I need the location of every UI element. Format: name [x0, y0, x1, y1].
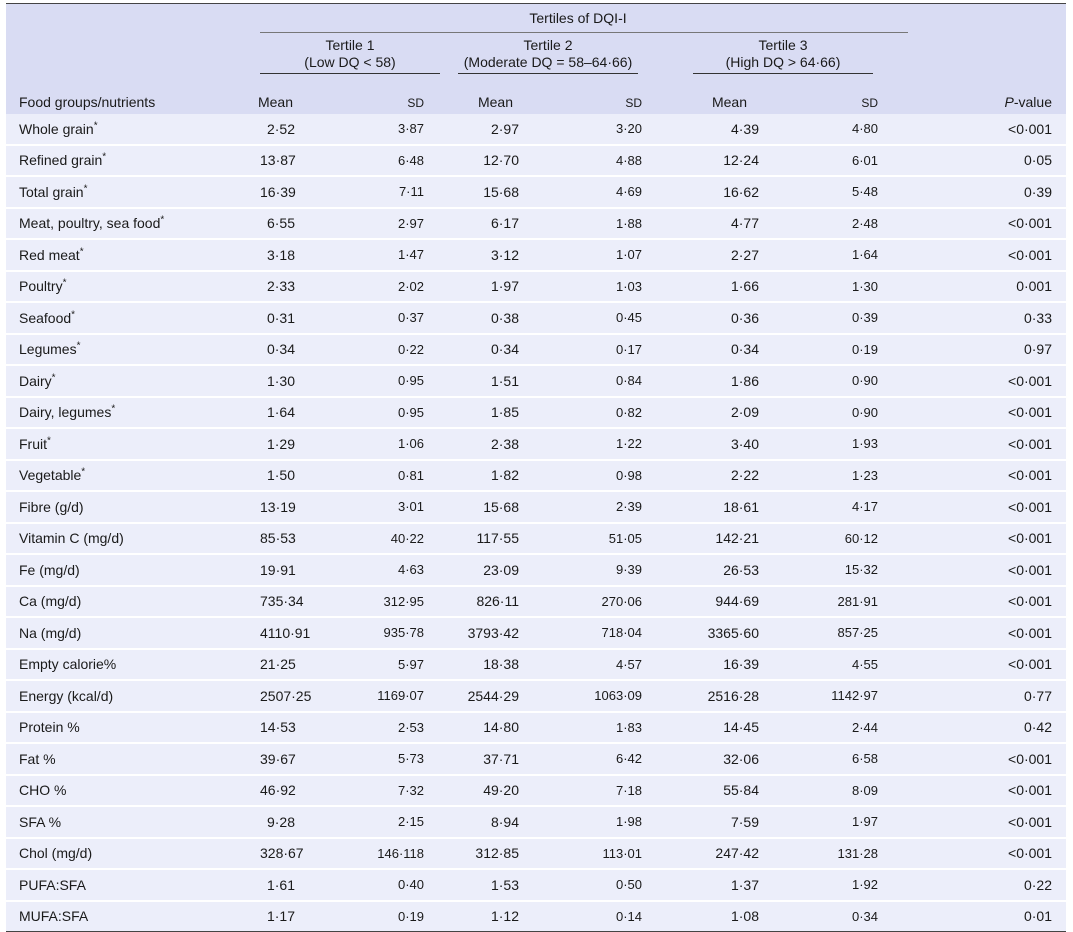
p-value-cell: 0·39: [908, 176, 1066, 208]
p-value-header: P-value: [908, 85, 1066, 114]
sd-cell: 131·28: [783, 838, 908, 870]
row-label: Red meat*: [6, 239, 248, 271]
sd-cell: 0·95: [343, 365, 438, 397]
sd-cell: 718·04: [553, 617, 658, 649]
sd-cell: 2·15: [343, 806, 438, 838]
mean-cell: 37·71: [438, 743, 553, 775]
p-value-cell: 0·05: [908, 145, 1066, 177]
sd-cell: 0·19: [343, 901, 438, 932]
mean-cell: 16·39: [248, 176, 343, 208]
sd-cell: 5·48: [783, 176, 908, 208]
sd-cell: 6·42: [553, 743, 658, 775]
p-value-cell: 0·42: [908, 712, 1066, 744]
sd-cell: 6·48: [343, 145, 438, 177]
mean-cell: 4·39: [658, 114, 783, 145]
sd-cell: 1169·07: [343, 680, 438, 712]
table-row: [6, 176, 1066, 208]
table-header: [6, 4, 1066, 115]
p-value-cell: <0·001: [908, 365, 1066, 397]
p-value-cell: <0·001: [908, 838, 1066, 870]
mean-cell: 735·34: [248, 586, 343, 618]
table-row: [6, 334, 1066, 366]
mean-cell: 16·62: [658, 176, 783, 208]
p-value-cell: <0·001: [908, 114, 1066, 145]
footnote-marker: *: [93, 120, 98, 132]
table-row: [6, 649, 1066, 681]
footnote-marker: *: [51, 372, 56, 384]
mean-cell: 0·31: [248, 302, 343, 334]
table-row: [6, 554, 1066, 586]
mean-cell: 247·42: [658, 838, 783, 870]
table-row: [6, 460, 1066, 492]
table-row: [6, 145, 1066, 177]
row-label: Fat %: [6, 743, 248, 775]
sd-cell: 0·22: [343, 334, 438, 366]
table-row: [6, 617, 1066, 649]
row-label: Refined grain*: [6, 145, 248, 177]
p-value-cell: 0·01: [908, 901, 1066, 932]
sd-cell: 1·98: [553, 806, 658, 838]
mean-header-2: Mean: [438, 85, 553, 114]
sd-cell: 5·97: [343, 649, 438, 681]
tertile-3-range: (High DQ > 64·66): [725, 54, 841, 70]
sd-cell: 1·83: [553, 712, 658, 744]
tertile-2-header: [438, 33, 658, 85]
table-row: [6, 114, 1066, 145]
row-label: Whole grain*: [6, 114, 248, 145]
row-label: Seafood*: [6, 302, 248, 334]
mean-cell: 18·61: [658, 491, 783, 523]
mean-cell: 0·36: [658, 302, 783, 334]
mean-cell: 1·53: [438, 869, 553, 901]
mean-cell: 55·84: [658, 775, 783, 807]
sd-cell: 4·69: [553, 176, 658, 208]
footnote-marker: *: [76, 340, 81, 352]
dqi-tertiles-table: [6, 3, 1066, 932]
tertile-3-name: Tertile 3: [758, 37, 808, 53]
mean-cell: 312·85: [438, 838, 553, 870]
p-value-cell: <0·001: [908, 617, 1066, 649]
row-label: Vitamin C (mg/d): [6, 523, 248, 555]
group-title: Tertiles of DQI-I: [529, 9, 627, 26]
sd-cell: 0·34: [783, 901, 908, 932]
sd-cell: 4·80: [783, 114, 908, 145]
mean-cell: 1·64: [248, 397, 343, 429]
sd-cell: 857·25: [783, 617, 908, 649]
mean-cell: 14·53: [248, 712, 343, 744]
mean-cell: 21·25: [248, 649, 343, 681]
sd-cell: 40·22: [343, 523, 438, 555]
mean-cell: 0·34: [658, 334, 783, 366]
footnote-marker: *: [102, 151, 107, 163]
table-row: [6, 428, 1066, 460]
sd-header-3: SD: [783, 85, 908, 114]
mean-cell: 1·85: [438, 397, 553, 429]
mean-cell: 13·19: [248, 491, 343, 523]
p-value-cell: 0·001: [908, 271, 1066, 303]
footnote-marker: *: [79, 246, 84, 258]
sd-cell: 4·17: [783, 491, 908, 523]
sd-cell: 3·01: [343, 491, 438, 523]
sd-cell: 1·64: [783, 239, 908, 271]
p-value-cell: <0·001: [908, 586, 1066, 618]
p-value-cell: <0·001: [908, 491, 1066, 523]
row-label: Legumes*: [6, 334, 248, 366]
sd-cell: 2·02: [343, 271, 438, 303]
sd-cell: 4·55: [783, 649, 908, 681]
mean-cell: 0·38: [438, 302, 553, 334]
row-label: Chol (mg/d): [6, 838, 248, 870]
mean-cell: 14·45: [658, 712, 783, 744]
mean-cell: 19·91: [248, 554, 343, 586]
mean-cell: 3·40: [658, 428, 783, 460]
p-value-cell: <0·001: [908, 208, 1066, 240]
mean-cell: 1·08: [658, 901, 783, 932]
mean-cell: 1·37: [658, 869, 783, 901]
sd-header-1: SD: [343, 85, 438, 114]
p-value-cell: <0·001: [908, 523, 1066, 555]
sd-cell: 1·22: [553, 428, 658, 460]
table-row: [6, 712, 1066, 744]
sd-cell: 2·97: [343, 208, 438, 240]
sd-cell: 113·01: [553, 838, 658, 870]
p-value-cell: 0·97: [908, 334, 1066, 366]
sd-cell: 9·39: [553, 554, 658, 586]
footnote-marker: *: [111, 403, 116, 415]
mean-cell: 2·52: [248, 114, 343, 145]
footnote-marker: *: [62, 277, 67, 289]
mean-cell: 85·53: [248, 523, 343, 555]
mean-cell: 1·51: [438, 365, 553, 397]
sd-cell: 0·98: [553, 460, 658, 492]
sd-cell: 0·50: [553, 869, 658, 901]
sd-cell: 1063·09: [553, 680, 658, 712]
mean-cell: 3793·42: [438, 617, 553, 649]
sd-cell: 146·118: [343, 838, 438, 870]
mean-cell: 26·53: [658, 554, 783, 586]
sd-cell: 2·44: [783, 712, 908, 744]
sd-cell: 4·57: [553, 649, 658, 681]
mean-cell: 7·59: [658, 806, 783, 838]
sd-cell: 0·37: [343, 302, 438, 334]
row-label: Empty calorie%: [6, 649, 248, 681]
sd-cell: 1·23: [783, 460, 908, 492]
sd-cell: 0·84: [553, 365, 658, 397]
sd-cell: 0·82: [553, 397, 658, 429]
sd-cell: 0·95: [343, 397, 438, 429]
sd-cell: 1·03: [553, 271, 658, 303]
mean-cell: 2·09: [658, 397, 783, 429]
table-row: [6, 523, 1066, 555]
row-label: Fibre (g/d): [6, 491, 248, 523]
mean-cell: 944·69: [658, 586, 783, 618]
mean-cell: 6·55: [248, 208, 343, 240]
mean-cell: 1·17: [248, 901, 343, 932]
mean-cell: 12·24: [658, 145, 783, 177]
table-row: [6, 680, 1066, 712]
sd-cell: 5·73: [343, 743, 438, 775]
sd-cell: 7·32: [343, 775, 438, 807]
mean-cell: 1·86: [658, 365, 783, 397]
sd-cell: 0·40: [343, 869, 438, 901]
table-body: [6, 114, 1066, 932]
sd-cell: 935·78: [343, 617, 438, 649]
row-label: Fe (mg/d): [6, 554, 248, 586]
footnote-marker: *: [71, 309, 76, 321]
p-value-cell: <0·001: [908, 428, 1066, 460]
row-label: Vegetable*: [6, 460, 248, 492]
mean-cell: 0·34: [438, 334, 553, 366]
footnote-marker: *: [83, 183, 88, 195]
p-value-cell: 0·77: [908, 680, 1066, 712]
mean-cell: 1·82: [438, 460, 553, 492]
mean-cell: 46·92: [248, 775, 343, 807]
row-label: PUFA:SFA: [6, 869, 248, 901]
sd-cell: 0·14: [553, 901, 658, 932]
mean-cell: 8·94: [438, 806, 553, 838]
sd-cell: 1·92: [783, 869, 908, 901]
tertile-1-header: [248, 33, 438, 85]
sd-cell: 281·91: [783, 586, 908, 618]
p-value-cell: <0·001: [908, 239, 1066, 271]
sd-cell: 0·90: [783, 397, 908, 429]
sd-cell: 4·63: [343, 554, 438, 586]
mean-cell: 3·18: [248, 239, 343, 271]
mean-cell: 4·77: [658, 208, 783, 240]
table-row: [6, 806, 1066, 838]
table-row: [6, 302, 1066, 334]
sd-cell: 4·88: [553, 145, 658, 177]
p-value-cell: <0·001: [908, 775, 1066, 807]
table-row: [6, 869, 1066, 901]
tertile-1-name: Tertile 1: [325, 37, 375, 53]
table-row: [6, 239, 1066, 271]
sd-cell: 1·97: [783, 806, 908, 838]
mean-cell: 2516·28: [658, 680, 783, 712]
sd-cell: 1·88: [553, 208, 658, 240]
sd-cell: 15·32: [783, 554, 908, 586]
row-label: Dairy*: [6, 365, 248, 397]
sd-cell: 0·45: [553, 302, 658, 334]
sd-cell: 0·81: [343, 460, 438, 492]
mean-header-1: Mean: [248, 85, 343, 114]
row-label: CHO %: [6, 775, 248, 807]
row-label: Meat, poultry, sea food*: [6, 208, 248, 240]
sd-cell: 6·58: [783, 743, 908, 775]
sd-cell: 1142·97: [783, 680, 908, 712]
sd-cell: 0·39: [783, 302, 908, 334]
data-table-container: [6, 3, 1066, 932]
sd-cell: 2·39: [553, 491, 658, 523]
sd-cell: 0·90: [783, 365, 908, 397]
table-row: [6, 901, 1066, 932]
sd-cell: 3·20: [553, 114, 658, 145]
sd-cell: 3·87: [343, 114, 438, 145]
table-row: [6, 586, 1066, 618]
mean-cell: 2507·25: [248, 680, 343, 712]
table-row: [6, 397, 1066, 429]
mean-cell: 6·17: [438, 208, 553, 240]
p-value-cell: <0·001: [908, 649, 1066, 681]
mean-cell: 0·34: [248, 334, 343, 366]
p-value-cell: <0·001: [908, 806, 1066, 838]
sd-cell: 270·06: [553, 586, 658, 618]
mean-header-3: Mean: [658, 85, 783, 114]
mean-cell: 13·87: [248, 145, 343, 177]
sd-cell: 0·19: [783, 334, 908, 366]
mean-cell: 15·68: [438, 491, 553, 523]
mean-cell: 1·30: [248, 365, 343, 397]
p-value-cell: <0·001: [908, 460, 1066, 492]
mean-cell: 2·33: [248, 271, 343, 303]
row-label: Na (mg/d): [6, 617, 248, 649]
sd-cell: 6·01: [783, 145, 908, 177]
table-row: [6, 743, 1066, 775]
mean-cell: 117·55: [438, 523, 553, 555]
row-label: Energy (kcal/d): [6, 680, 248, 712]
mean-cell: 2·38: [438, 428, 553, 460]
sd-cell: 1·93: [783, 428, 908, 460]
row-label-header: Food groups/nutrients: [6, 85, 248, 114]
sd-cell: 7·11: [343, 176, 438, 208]
mean-cell: 1·29: [248, 428, 343, 460]
row-label: Dairy, legumes*: [6, 397, 248, 429]
footnote-marker: *: [81, 466, 86, 478]
sd-cell: 1·07: [553, 239, 658, 271]
p-value-cell: <0·001: [908, 554, 1066, 586]
mean-cell: 2·97: [438, 114, 553, 145]
sd-cell: 1·06: [343, 428, 438, 460]
mean-cell: 49·20: [438, 775, 553, 807]
mean-cell: 2·22: [658, 460, 783, 492]
row-label: MUFA:SFA: [6, 901, 248, 932]
mean-cell: 12·70: [438, 145, 553, 177]
mean-cell: 18·38: [438, 649, 553, 681]
mean-cell: 14·80: [438, 712, 553, 744]
tertile-2-range: (Moderate DQ = 58–64·66): [463, 54, 633, 70]
table-row: [6, 838, 1066, 870]
sd-cell: 51·05: [553, 523, 658, 555]
mean-cell: 328·67: [248, 838, 343, 870]
sd-cell: 60·12: [783, 523, 908, 555]
mean-cell: 1·97: [438, 271, 553, 303]
mean-cell: 2·27: [658, 239, 783, 271]
sd-cell: 312·95: [343, 586, 438, 618]
sd-cell: 8·09: [783, 775, 908, 807]
mean-cell: 1·12: [438, 901, 553, 932]
table-row: [6, 775, 1066, 807]
row-label: Total grain*: [6, 176, 248, 208]
mean-cell: 16·39: [658, 649, 783, 681]
mean-cell: 826·11: [438, 586, 553, 618]
mean-cell: 1·66: [658, 271, 783, 303]
footnote-marker: *: [47, 435, 51, 447]
mean-cell: 3365·60: [658, 617, 783, 649]
row-label: Ca (mg/d): [6, 586, 248, 618]
mean-cell: 4110·91: [248, 617, 343, 649]
mean-cell: 9·28: [248, 806, 343, 838]
mean-cell: 1·61: [248, 869, 343, 901]
sd-cell: 1·47: [343, 239, 438, 271]
group-header: [248, 4, 908, 34]
row-label: Poultry*: [6, 271, 248, 303]
sd-cell: 7·18: [553, 775, 658, 807]
sd-cell: 2·53: [343, 712, 438, 744]
row-label: Protein %: [6, 712, 248, 744]
mean-cell: 23·09: [438, 554, 553, 586]
mean-cell: 15·68: [438, 176, 553, 208]
tertile-1-range: (Low DQ < 58): [304, 54, 396, 70]
footnote-marker: *: [160, 214, 165, 226]
table-row: [6, 271, 1066, 303]
row-label: SFA %: [6, 806, 248, 838]
mean-cell: 39·67: [248, 743, 343, 775]
p-value-cell: <0·001: [908, 743, 1066, 775]
p-value-cell: 0·33: [908, 302, 1066, 334]
table-row: [6, 491, 1066, 523]
p-value-cell: <0·001: [908, 397, 1066, 429]
tertile-3-header: [658, 33, 908, 85]
row-label: Fruit*: [6, 428, 248, 460]
sd-cell: 2·48: [783, 208, 908, 240]
table-row: [6, 208, 1066, 240]
sd-header-2: SD: [553, 85, 658, 114]
mean-cell: 142·21: [658, 523, 783, 555]
p-value-cell: 0·22: [908, 869, 1066, 901]
mean-cell: 3·12: [438, 239, 553, 271]
sd-cell: 1·30: [783, 271, 908, 303]
mean-cell: 2544·29: [438, 680, 553, 712]
mean-cell: 1·50: [248, 460, 343, 492]
sd-cell: 0·17: [553, 334, 658, 366]
mean-cell: 32·06: [658, 743, 783, 775]
tertile-2-name: Tertile 2: [523, 37, 573, 53]
table-row: [6, 365, 1066, 397]
